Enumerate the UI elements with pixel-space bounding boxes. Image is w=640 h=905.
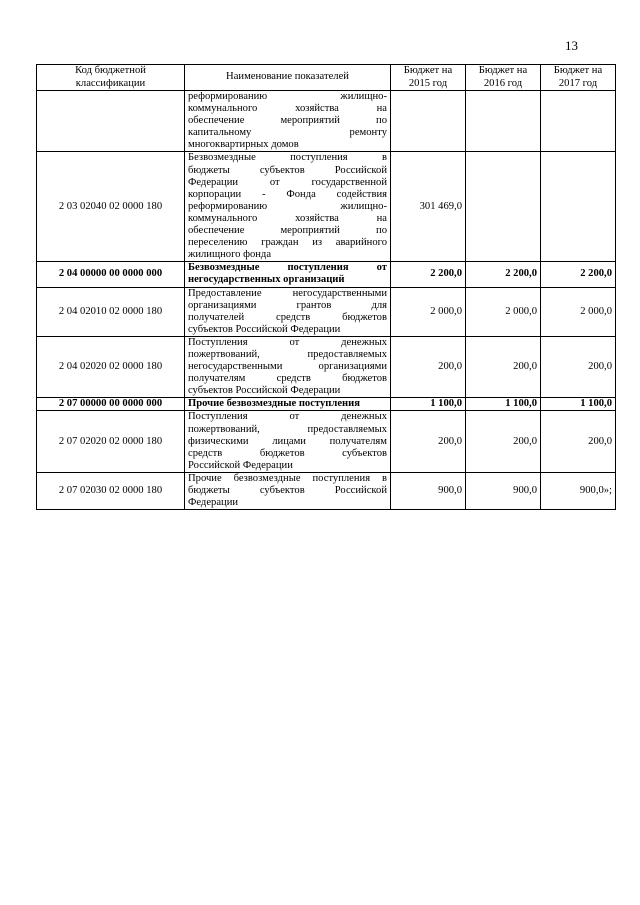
- page-number: 13: [565, 38, 578, 53]
- cell-2017: 2 200,0: [541, 262, 616, 287]
- cell-2015: 900,0: [391, 472, 466, 509]
- table-row: [37, 91, 616, 152]
- header-name: Наименование показателей: [185, 65, 391, 91]
- cell-code: 2 07 02030 02 0000 180: [37, 472, 185, 509]
- cell-2016: 2 200,0: [466, 262, 541, 287]
- cell-2017: 200,0: [541, 411, 616, 472]
- cell-2016: 2 000,0: [466, 287, 541, 336]
- cell-2015: 2 000,0: [391, 287, 466, 336]
- cell-name: Поступления от денежных пожертвований, предоставляемых негосударственными организациями получателям средств бюджетов субъектов Российской Федерации: [185, 336, 391, 397]
- cell-2016: 1 100,0: [466, 398, 541, 411]
- header-code: Код бюджетной классификации: [37, 65, 185, 91]
- cell-code: 2 04 00000 00 0000 000: [37, 262, 185, 287]
- cell-2015: [391, 91, 466, 152]
- cell-code: 2 07 02020 02 0000 180: [37, 411, 185, 472]
- cell-2017: [541, 91, 616, 152]
- cell-2017: 2 000,0: [541, 287, 616, 336]
- table-row: [37, 336, 616, 397]
- cell-name: Прочие безвозмездные поступления в бюджеты субъектов Российской Федерации: [185, 472, 391, 509]
- table-row: [37, 411, 616, 472]
- cell-2016: 900,0: [466, 472, 541, 509]
- cell-2016: 200,0: [466, 336, 541, 397]
- cell-name: реформированию жилищно- коммунального хозяйства на обеспечение мероприятий по капитальному ремонту многоквартирных домов: [185, 91, 391, 152]
- cell-name: Безвозмездные поступления в бюджеты субъектов Российской Федерации от государственной корпорации - Фонда содействия реформированию жилищно- коммунального хозяйства на обеспечение мероприятий по переселению граждан из аварийного жилищного фонда: [185, 152, 391, 262]
- cell-code: 2 07 00000 00 0000 000: [37, 398, 185, 411]
- cell-code: 2 04 02010 02 0000 180: [37, 287, 185, 336]
- cell-2016: [466, 152, 541, 262]
- cell-2016: 200,0: [466, 411, 541, 472]
- cell-name: Прочие безвозмездные поступления: [185, 398, 391, 411]
- cell-code: 2 03 02040 02 0000 180: [37, 152, 185, 262]
- header-budget-2017: Бюджет на 2017 год: [541, 65, 616, 91]
- cell-code: 2 04 02020 02 0000 180: [37, 336, 185, 397]
- header-budget-2015: Бюджет на 2015 год: [391, 65, 466, 91]
- cell-name: Безвозмездные поступления от негосударственных организаций: [185, 262, 391, 287]
- header-budget-2016: Бюджет на 2016 год: [466, 65, 541, 91]
- cell-2015: 200,0: [391, 336, 466, 397]
- table-row: [37, 287, 616, 336]
- table-row-total: [37, 262, 616, 287]
- cell-2017: 200,0: [541, 336, 616, 397]
- table-row: [37, 472, 616, 509]
- cell-2015: 2 200,0: [391, 262, 466, 287]
- table-row: [37, 152, 616, 262]
- budget-table: [36, 64, 616, 510]
- cell-name: Поступления от денежных пожертвований, предоставляемых физическими лицами получателям средств бюджетов субъектов Российской Федерации: [185, 411, 391, 472]
- cell-2017: 1 100,0: [541, 398, 616, 411]
- cell-code: [37, 91, 185, 152]
- cell-2017: 900,0»;: [541, 472, 616, 509]
- cell-2015: 1 100,0: [391, 398, 466, 411]
- cell-2016: [466, 91, 541, 152]
- cell-name: Предоставление негосударственными организациями грантов для получателей средств бюджетов субъектов Российской Федерации: [185, 287, 391, 336]
- table-row-total: [37, 398, 616, 411]
- table-header-row: [37, 65, 616, 91]
- cell-2017: [541, 152, 616, 262]
- cell-2015: 200,0: [391, 411, 466, 472]
- cell-2015: 301 469,0: [391, 152, 466, 262]
